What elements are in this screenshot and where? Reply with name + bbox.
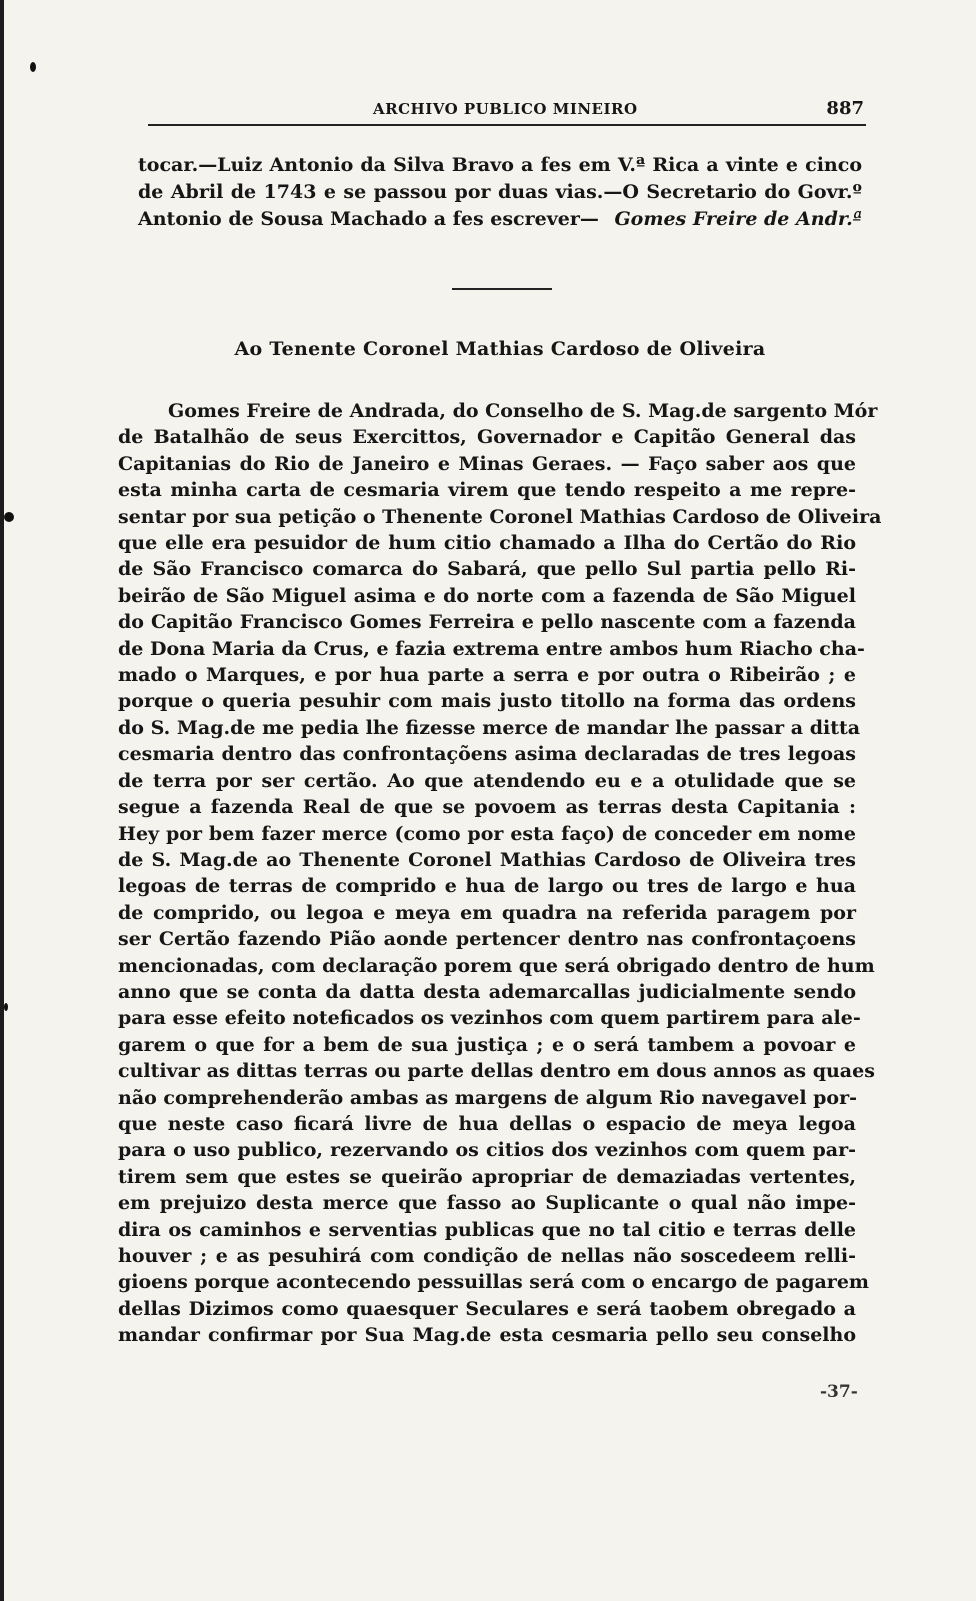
body-line: de Batalhão de seus Exercittos, Governador e Capitão General das — [118, 426, 856, 449]
body-line: porque o queria pesuhir com mais justo titollo na forma das ordens — [118, 690, 856, 713]
body-line: dira os caminhos e serventias publicas que no tal citio e terras delle — [118, 1218, 856, 1241]
closing-paragraph — [138, 152, 862, 233]
header-rule — [148, 124, 866, 128]
section-divider — [452, 288, 552, 290]
body-line: tirem sem que estes se queirão apropriar de demaziadas vertentes, — [118, 1165, 856, 1188]
body-line: legoas de terras de comprido e hua de largo ou tres de largo e hua — [118, 875, 856, 898]
body-line: mado o Marques, e por hua parte a serra e por outra o Ribeirão ; e — [118, 664, 856, 687]
body-line: garem o que for a bem de sua justiça ; e o será tambem a povoar e — [118, 1033, 856, 1056]
scan-speck — [30, 62, 36, 72]
body-line: Capitanias do Rio de Janeiro e Minas Geraes. — Faço saber aos que — [118, 452, 856, 475]
body-line: de terra por ser certão. Ao que atendendo eu e a otulidade que se — [118, 769, 856, 792]
body-text — [118, 398, 882, 1349]
body-line: de S. Mag.de ao Thenente Coronel Mathias Cardoso de Oliveira tres — [118, 848, 856, 871]
body-line: de comprido, ou legoa e meya em quadra na referida paragem por — [118, 901, 856, 924]
body-line: para o uso publico, rezervando os citios dos vezinhos com quem par- — [118, 1139, 856, 1162]
body-line: que elle era pesuidor de hum citio chamado a Ilha do Certão do Rio — [118, 532, 856, 555]
body-line: segue a fazenda Real de que se povoem as terras desta Capitania : — [118, 796, 856, 819]
body-line: mencionadas, com declaração porem que será obrigado dentro de hum — [118, 954, 875, 977]
scan-speck — [4, 512, 14, 522]
body-line: cultivar as dittas terras ou parte dellas dentro em dous annos as quaes — [118, 1060, 875, 1083]
body-line: do S. Mag.de me pedia lhe fizesse merce de mandar lhe passar a ditta — [118, 716, 861, 739]
body-line: esta minha carta de cesmaria virem que tendo respeito a me repre- — [118, 479, 856, 502]
body-line: cesmaria dentro das confrontaçõens asima declaradas de tres legoas — [118, 743, 856, 766]
body-line: anno que se conta da datta desta ademarcallas judicialmente sendo — [118, 980, 856, 1003]
scan-left-edge — [0, 0, 4, 1601]
body-line: dellas Dizimos como quaesquer Seculares e será taobem obregado a — [118, 1297, 856, 1320]
body-line: de Dona Maria da Crus, e fazia extrema entre ambos hum Riacho cha- — [118, 637, 865, 660]
body-line: ser Certão fazendo Pião aonde pertencer dentro nas confrontaçoens — [118, 928, 856, 951]
closing-line: tocar.—Luiz Antonio da Silva Bravo a fes em V.ª Rica a vinte e cinco — [138, 154, 862, 176]
closing-line-text: Antonio de Sousa Machado a fes escrever— — [138, 208, 599, 230]
scan-speck — [4, 1003, 8, 1011]
body-line: para esse efeito noteficados os vezinhos com quem partirem para ale- — [118, 1007, 861, 1030]
section-title: Ao Tenente Coronel Mathias Cardoso de Oliveira — [234, 338, 766, 360]
body-line: de São Francisco comarca do Sabará, que pello Sul partia pello Ri- — [118, 558, 856, 581]
body-line: beirão de São Miguel asima e do norte com a fazenda de São Miguel — [118, 584, 856, 607]
closing-line: de Abril de 1743 e se passou por duas vias.—O Secretario do Govr.º — [138, 181, 862, 203]
body-line: gioens porque acontecendo pessuillas será com o encargo de pagarem — [118, 1271, 870, 1294]
closing-line — [138, 206, 862, 233]
body-line: Gomes Freire de Andrada, do Conselho de S. Mag.de sargento Mór — [168, 400, 878, 422]
body-line: mandar confirmar por Sua Mag.de esta cesmaria pello seu conselho — [118, 1324, 856, 1347]
body-line: houver ; e as pesuhirá com condição de nellas não soscedeem relli- — [118, 1245, 856, 1267]
body-line: Hey por bem fazer merce (como por esta faço) de conceder em nome — [118, 822, 856, 845]
page-number: 887 — [826, 98, 864, 119]
body-line: que neste caso ficará livre de hua dellas o espacio de meya legoa — [118, 1112, 856, 1135]
signature: Gomes Freire de Andr.ª — [614, 208, 862, 230]
body-line: sentar por sua petição o Thenente Coronel Mathias Cardoso de Oliveira — [118, 505, 882, 528]
body-line: não comprehenderão ambas as margens de algum Rio navegavel por- — [118, 1086, 858, 1109]
header-title: ARCHIVO PUBLICO MINEIRO — [373, 100, 638, 118]
body-line: do Capitão Francisco Gomes Ferreira e pello nascente com a fazenda — [118, 611, 856, 634]
corner-mark: -37- — [820, 1382, 858, 1402]
body-line: em prejuizo desta merce que fasso ao Suplicante o qual não impe- — [118, 1192, 856, 1215]
